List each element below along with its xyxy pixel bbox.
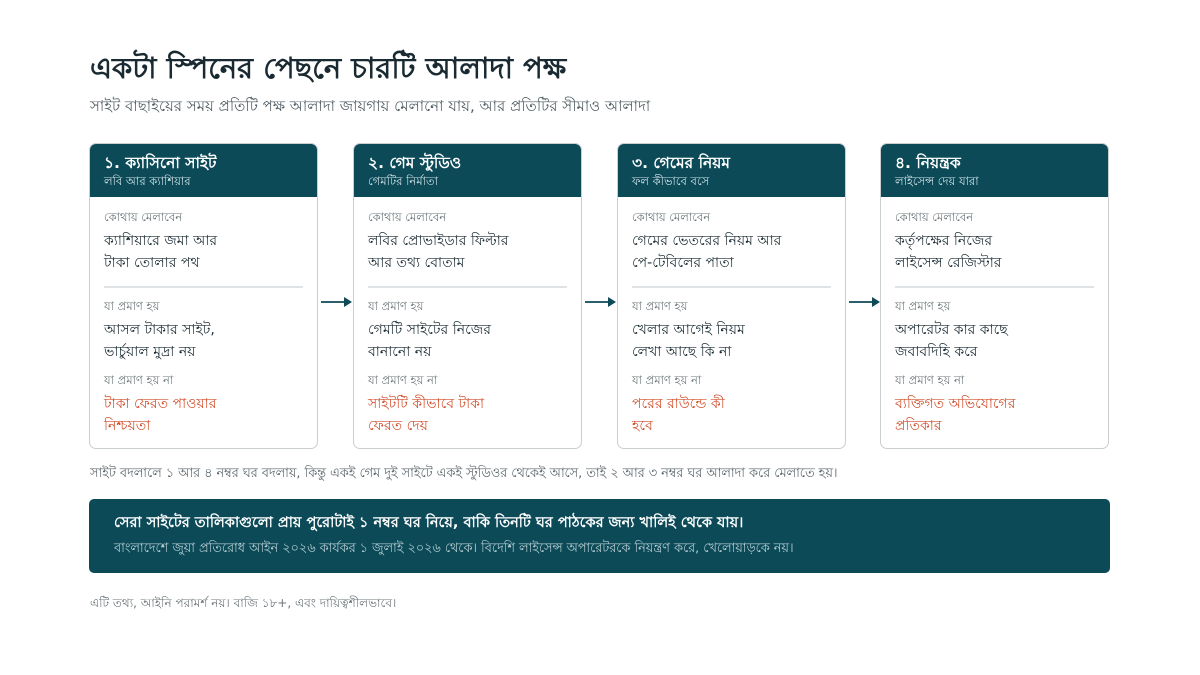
card-subtitle: লবি আর ক্যাশিয়ার [104,174,191,188]
proves-value: গেমটি সাইটের নিজের বানানো নয় [368,321,491,360]
summary-banner [89,499,1110,573]
proves-label: যা প্রমাণ হয় [895,298,951,313]
card-title: ৪. নিয়ন্ত্রক [895,154,961,172]
proves-value: অপারেটর কার কাছে জবাবদিহি করে [895,321,1008,360]
arrow-right-icon [848,295,880,309]
not-proves-value: পরের রাউন্ডে কী হবে [632,395,725,434]
banner-headline: সেরা সাইটের তালিকাগুলো প্রায় পুরোটাই ১ নম্বর ঘর নিয়ে, বাকি তিনটি ঘর পাঠকের জন্য খালিই থেকে যায়। [114,515,744,531]
card-header [90,144,317,197]
card-title: ১. ক্যাসিনো সাইট [104,154,217,172]
proves-value: আসল টাকার সাইট, ভার্চুয়াল মুদ্রা নয় [104,321,215,360]
card-title: ২. গেম স্টুডিও [368,154,462,172]
proves-label: যা প্রমাণ হয় [104,298,160,313]
proves-label: যা প্রমাণ হয় [368,298,424,313]
card-game-rules [617,143,846,449]
card-divider [895,286,1094,288]
not-proves-label: যা প্রমাণ হয় না [368,372,438,387]
card-subtitle: গেমটির নির্মাতা [368,174,438,188]
where-value: গেমের ভেতরের নিয়ম আর পে-টেবিলের পাতা [632,233,782,271]
card-regulator [880,143,1109,449]
card-header [354,144,581,197]
card-subtitle: ফল কীভাবে বসে [632,174,710,188]
where-label: কোথায় মেলাবেন [104,210,183,224]
not-proves-value: ব্যক্তিগত অভিযোগের প্রতিকার [895,395,1016,434]
where-label: কোথায় মেলাবেন [632,210,711,224]
card-casino-site [89,143,318,449]
not-proves-label: যা প্রমাণ হয় না [632,372,702,387]
where-label: কোথায় মেলাবেন [368,210,447,224]
banner-detail: বাংলাদেশে জুয়া প্রতিরোধ আইন ২০২৬ কার্যকর ১ জুলাই ২০২৬ থেকে। বিদেশি লাইসেন্স অপারেটরকে নিয়ন্ত্রণ করে, খেলোয়াড়কে নয়। [114,541,794,556]
card-header [881,144,1108,197]
arrow-right-icon [584,295,616,309]
not-proves-label: যা প্রমাণ হয় না [895,372,965,387]
card-game-studio [353,143,582,449]
proves-value: খেলার আগেই নিয়ম লেখা আছে কি না [632,321,745,360]
not-proves-label: যা প্রমাণ হয় না [104,372,174,387]
where-value: কর্তৃপক্ষের নিজের লাইসেন্স রেজিস্টার [895,233,1002,271]
card-divider [104,286,303,288]
not-proves-value: টাকা ফেরত পাওয়ার নিশ্চয়তা [104,395,217,434]
proves-label: যা প্রমাণ হয় [632,298,688,313]
where-label: কোথায় মেলাবেন [895,210,974,224]
card-subtitle: লাইসেন্স দেয় যারা [895,174,979,188]
page-subtitle: সাইট বাছাইয়ের সময় প্রতিটি পক্ষ আলাদা জায়গায় মেলানো যায়, আর প্রতিটির সীমাও আলাদা [90,97,651,115]
where-value: লবির প্রোভাইডার ফিল্টার আর তথ্য বোতাম [368,233,509,271]
card-divider [632,286,831,288]
explanatory-note: সাইট বদলালে ১ আর ৪ নম্বর ঘর বদলায়, কিন্তু একই গেম দুই সাইটে একই স্টুডিওর থেকেই আসে, তাই ২ আর ৩ নম্বর ঘর আলাদা করে মেলাতে হয়। [90,466,838,481]
card-divider [368,286,567,288]
arrow-right-icon [320,295,352,309]
card-title: ৩. গেমের নিয়ম [632,154,730,172]
where-value: ক্যাশিয়ারে জমা আর টাকা তোলার পথ [104,233,218,271]
card-header [618,144,845,197]
page-title: একটা স্পিনের পেছনে চারটি আলাদা পক্ষ [90,51,567,85]
not-proves-value: সাইটটি কীভাবে টাকা ফেরত দেয় [368,395,485,434]
disclaimer: এটি তথ্য, আইনি পরামর্শ নয়। বাজি ১৮+, এবং দায়িত্বশীলভাবে। [90,596,397,610]
